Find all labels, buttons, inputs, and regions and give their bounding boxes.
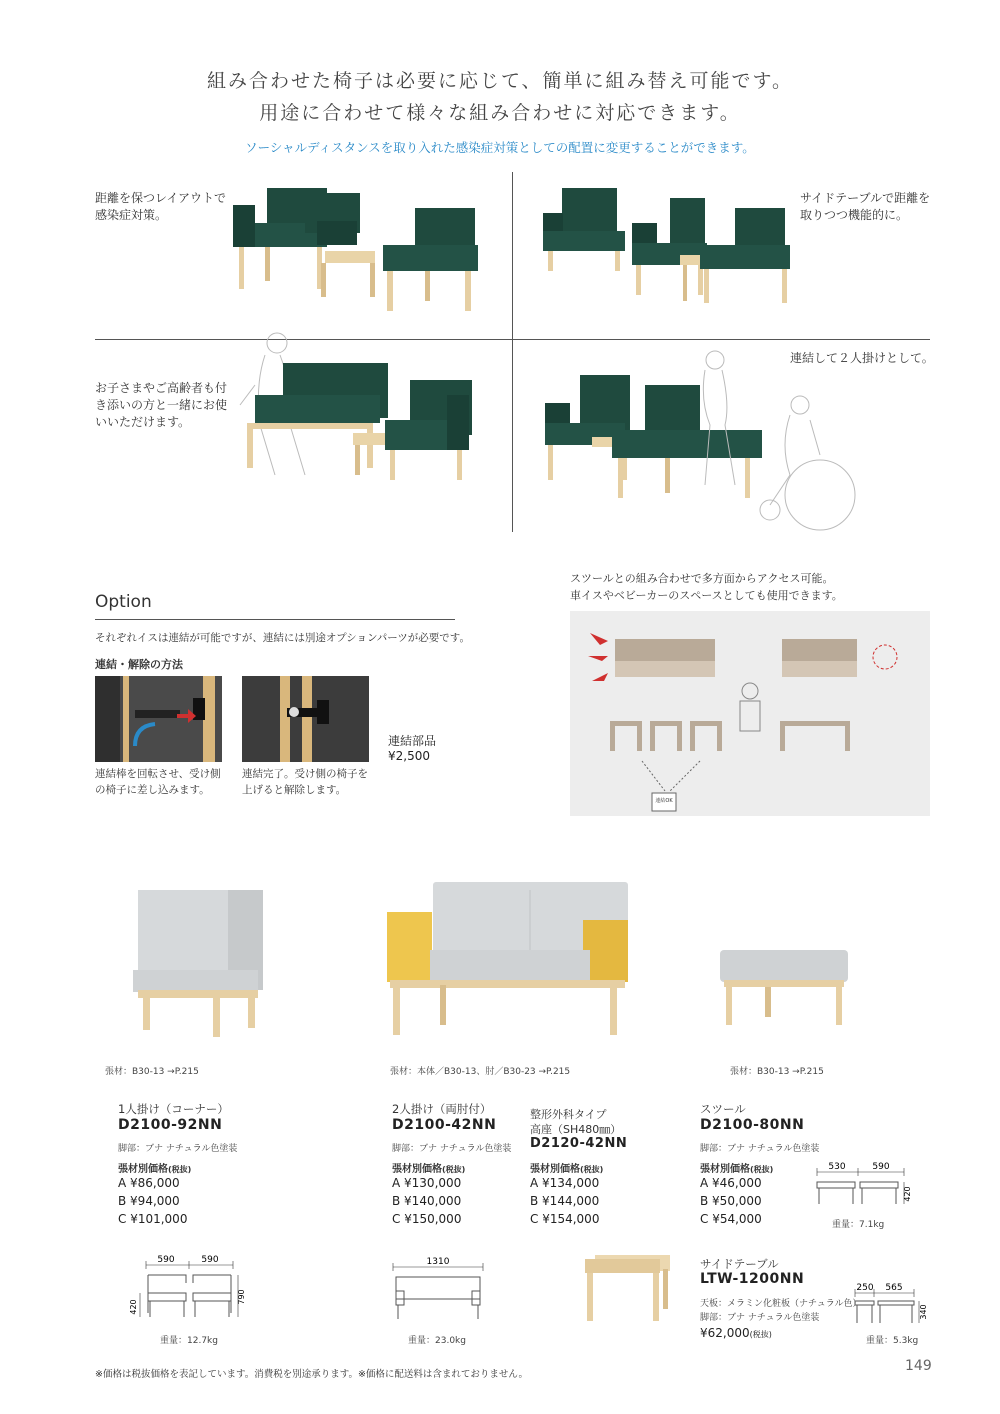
table-dim-w1: 250 xyxy=(856,1283,874,1293)
corner-name: 1人掛け（コーナー） xyxy=(118,1102,229,1116)
table-top: 天板：メラミン化粧板（ナチュラル色） xyxy=(700,1299,862,1309)
option-description: それぞれイスは連結が可能ですが、連結には別途オプションパーツが必要です。 xyxy=(95,632,470,644)
ortho-prices: A ¥134,000 B ¥144,000 C ¥154,000 xyxy=(530,1176,600,1226)
two-seat-name: 2人掛け（両肘付） xyxy=(392,1102,492,1116)
quadrant-bottom-left-text: お子さまやご高齢者も付 き添いの方と一緒にお使 いいただけます。 xyxy=(95,381,228,429)
footer-note: ※価格は税抜価格を表記しています。消費税を別途承ります。※価格に配送料は含まれておりません。 xyxy=(95,1369,528,1380)
stool-dim-h: 420 xyxy=(903,1186,912,1202)
wheelchair-illustration xyxy=(760,396,855,530)
table-dim-w2: 565 xyxy=(885,1283,903,1293)
stool-weight: 重量：7.1kg xyxy=(832,1220,885,1230)
quadrant-top-right-text: サイドテーブルで距離を 取りつつ機能的に。 xyxy=(800,191,931,222)
grid-horizontal-line xyxy=(95,339,930,340)
two-seat-leg: 脚部：ブナ ナチュラル色塗装 xyxy=(392,1144,512,1154)
table-dim-h: 340 xyxy=(919,1304,928,1320)
ortho-price-title: 張材別価格(税抜) xyxy=(530,1164,604,1175)
page-number: 149 xyxy=(905,1358,932,1374)
table-illustration xyxy=(321,251,375,297)
corner-dimension-diagram xyxy=(128,1255,248,1335)
table-model: LTW-1200NN xyxy=(700,1271,805,1287)
layout-distance-illustration xyxy=(225,183,505,318)
stool-leg: 脚部：ブナ ナチュラル色塗装 xyxy=(700,1144,820,1154)
ortho-name1: 整形外科タイプ xyxy=(530,1108,607,1121)
headline-2: 用途に合わせて様々な組み合わせに対応できます。 xyxy=(259,102,741,124)
armchair-illustration xyxy=(545,375,630,480)
option-title: Option xyxy=(95,592,152,612)
corner-dim-w1: 590 xyxy=(157,1255,175,1265)
layout-connected-illustration xyxy=(540,345,870,535)
option-divider xyxy=(95,619,455,620)
two-seat-fabric: 張材：本体／B30-13、肘／B30-23 →P.215 xyxy=(390,1067,571,1077)
layout-side-table-illustration xyxy=(540,183,800,318)
corner-dim-d: 420 xyxy=(129,1299,138,1315)
headline-sub: ソーシャルディスタンスを取り入れた感染症対策としての配置に変更することができます。 xyxy=(245,140,755,155)
armchair-illustration xyxy=(543,188,625,271)
quadrant-bottom-right-text: 連結して２人掛けとして。 xyxy=(790,351,934,365)
table-name: サイドテーブル xyxy=(700,1257,779,1271)
corner-fabric: 張材：B30-13 →P.215 xyxy=(105,1067,199,1077)
product-stool-image xyxy=(720,950,850,1030)
plan-sofa-top-left xyxy=(615,639,715,677)
corner-leg: 脚部：ブナ ナチュラル色塗装 xyxy=(118,1144,238,1154)
ortho-model: D2120-42NN xyxy=(530,1136,628,1151)
armchair-illustration xyxy=(385,380,472,480)
chair-illustration xyxy=(700,208,790,303)
connect-step1-photo xyxy=(95,676,222,762)
quadrant-top-left-text: 距離を保つレイアウトで 感染症対策。 xyxy=(95,191,227,222)
table-leg: 脚部：ブナ ナチュラル色塗装 xyxy=(700,1313,820,1323)
product-two-seat-sofa-image xyxy=(385,880,630,1040)
stool-model: D2100-80NN xyxy=(700,1117,805,1133)
grid-vertical-line xyxy=(512,172,513,532)
ortho-name2: 高座（SH480㎜） xyxy=(530,1123,622,1136)
two-seat-price-title: 張材別価格(税抜) xyxy=(392,1164,466,1175)
corner-price-title: 張材別価格(税抜) xyxy=(118,1164,192,1175)
plan-chairs-bottom-left xyxy=(610,721,722,751)
stool-access-note: スツールとの組み合わせで多方面からアクセス可能。 車イスやベビーカーのスペースとしても使用できます。 xyxy=(570,572,843,602)
headline-1: 組み合わせた椅子は必要に応じて、簡単に組み替え可能です。 xyxy=(206,70,794,92)
stool-dim-w1: 530 xyxy=(828,1162,846,1172)
corner-dim-w2: 590 xyxy=(201,1255,219,1265)
table-weight: 重量：5.3kg xyxy=(866,1336,919,1346)
option-method-title: 連結・解除の方法 xyxy=(95,658,183,671)
corner-prices: A ¥86,000 B ¥94,000 C ¥101,000 xyxy=(118,1176,188,1226)
connect-step2-caption: 連結完了。受け側の椅子を 上げると解除します。 xyxy=(242,768,368,796)
stool-name: スツール xyxy=(700,1102,746,1116)
chair-illustration xyxy=(383,208,478,311)
stool-fabric: 張材：B30-13 →P.215 xyxy=(730,1067,824,1077)
two-seat-prices: A ¥130,000 B ¥140,000 C ¥150,000 xyxy=(392,1176,462,1226)
chair-illustration xyxy=(612,385,762,498)
product-side-table-image xyxy=(585,1255,670,1325)
stool-dim-w2: 590 xyxy=(872,1162,890,1172)
connect-step2-photo xyxy=(242,676,369,762)
corner-dim-h: 790 xyxy=(237,1289,246,1305)
layout-plan-illustration xyxy=(570,611,930,816)
plan-sofa-bottom-right xyxy=(780,721,850,751)
chair-illustration xyxy=(632,198,707,295)
person-outline-illustration xyxy=(703,351,735,485)
connect-part-price: ¥2,500 xyxy=(388,749,430,763)
table-dimension-diagram xyxy=(852,1283,934,1333)
corner-model: D2100-92NN xyxy=(118,1117,223,1133)
stool-prices: A ¥46,000 B ¥50,000 C ¥54,000 xyxy=(700,1176,762,1226)
connect-step1-caption: 連結棒を回転させ、受け側 の椅子に差し込みます。 xyxy=(95,768,221,796)
layout-companion-illustration xyxy=(235,325,510,495)
corner-weight: 重量：12.7kg xyxy=(160,1336,218,1346)
product-corner-chair-image xyxy=(128,885,268,1040)
connect-part-label: 連結部品 xyxy=(388,734,437,748)
table-price: ¥62,000(税抜) xyxy=(700,1326,772,1340)
two-seat-dimension-diagram xyxy=(388,1255,488,1330)
two-seat-model: D2100-42NN xyxy=(392,1117,497,1133)
stool-price-title: 張材別価格(税抜) xyxy=(700,1164,774,1175)
plan-connect-label: 連結OK xyxy=(655,798,673,804)
two-seat-dim-w: 1310 xyxy=(426,1257,450,1267)
two-seat-weight: 重量：23.0kg xyxy=(408,1336,466,1346)
